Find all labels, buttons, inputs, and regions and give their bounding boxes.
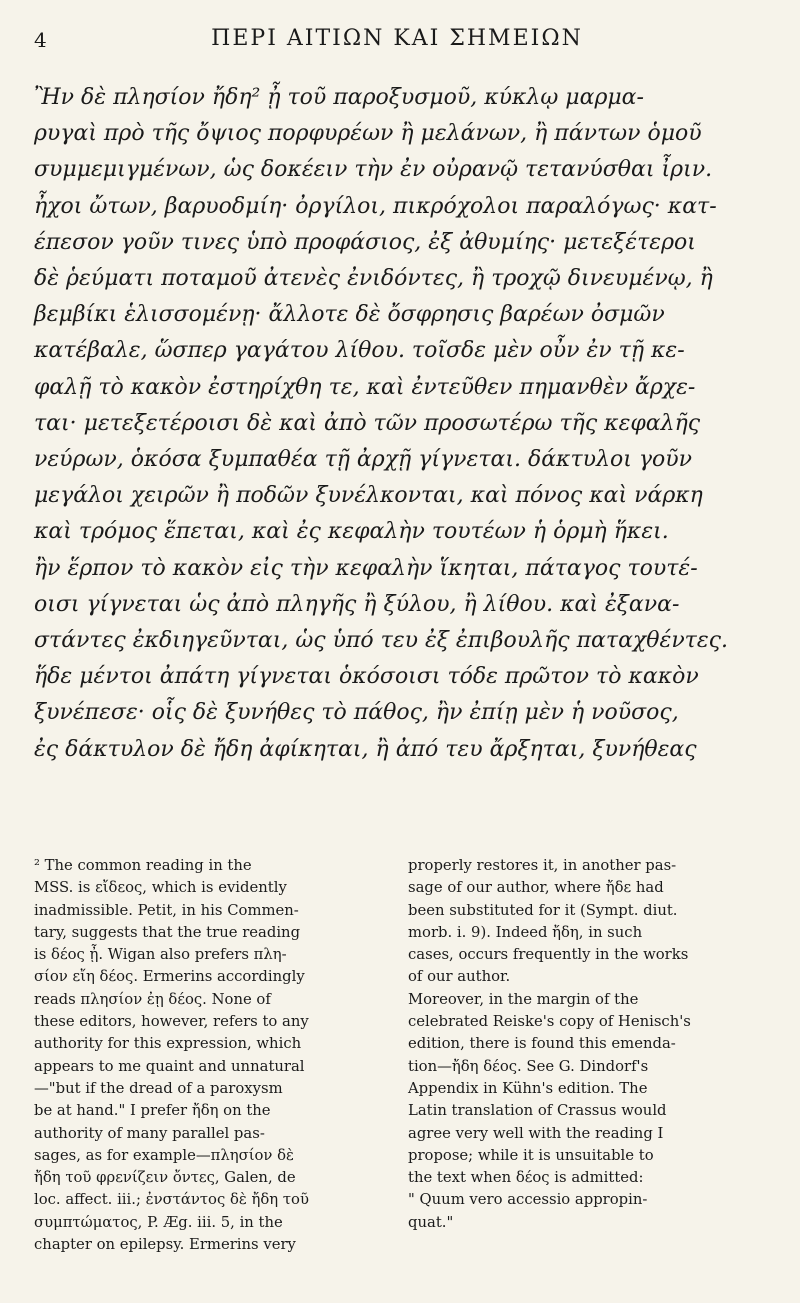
footnote-line: edition, there is found this emenda- xyxy=(408,1035,676,1053)
footnote-line: properly restores it, in another pas- xyxy=(408,857,677,874)
footnote-line: quat." xyxy=(408,1213,454,1231)
text-line: ἥδε μέντοι ἀπάτη γίγνεται ὁκόσοισι τόδε πρῶτον τὸ κακὸν xyxy=(34,664,699,690)
footnote-line: be at hand." I prefer ἤδη on the xyxy=(34,1102,271,1120)
text-line: ρυγαὶ πρὸ τῆς ὄψιος πορφυρέων ἢ μελάνων, ἢ πάντων ὁμοῦ xyxy=(34,121,702,147)
footnote-line: ² The common reading in the xyxy=(34,857,252,874)
text-line: κατέβαλε, ὥσπερ γαγάτου λίθου. τοῖσδε μὲν οὖν ἐν τῇ κε- xyxy=(34,338,685,364)
footnote-line: —"but if the dread of a paroxysm xyxy=(34,1079,283,1097)
text-line: καὶ τρόμος ἕπεται, καὶ ἐς κεφαλὴν τουτέων ἡ ὁρμὴ ἥκει. xyxy=(34,519,669,545)
footnote-line: is δέος ᾖ. Wigan also prefers πλη- xyxy=(34,946,287,964)
footnote-line: agree very well with the reading I xyxy=(408,1124,664,1142)
text-line: φαλῇ τὸ κακὸν ἐστηρίχθη τε, καὶ ἐντεῦθεν πημανθὲν ἄρχε- xyxy=(34,374,696,400)
footnote-line: morb. i. 9). Indeed ἤδη, in such xyxy=(408,923,643,941)
text-line: στάντες ἐκδιηγεῦνται, ὡς ὑπό τευ ἐξ ἐπιβουλῆς παταχθέντες. xyxy=(34,628,728,654)
footnote-line: the text when δέος is admitted: xyxy=(408,1169,644,1187)
footnote-line: " Quum vero accessio appropin- xyxy=(408,1191,648,1209)
footnote-line: Moreover, in the margin of the xyxy=(408,990,639,1008)
footnote-line: MSS. is εἴδεος, which is evidently xyxy=(34,879,287,897)
footnote-line: Appendix in Kühn's edition. The xyxy=(408,1079,648,1097)
text-line: ξυνέπεσε· οἷς δὲ ξυνήθες τὸ πάθος, ἢν ἐπίῃ μὲν ἡ νοῦσος, xyxy=(34,700,679,726)
footnote-line: reads πλησίον ἐῃ δέος. None of xyxy=(34,990,271,1008)
footnote-column-left xyxy=(34,855,386,1256)
text-line: βεμβίκι ἑλισσομένῃ· ἄλλοτε δὲ ὄσφρησις βαρέων ὀσμῶν xyxy=(34,302,665,328)
text-line: συμμεμιγμένων, ὡς δοκέειν τὴν ἐν οὐρανῷ τετανύσθαι ἶριν. xyxy=(34,157,713,183)
footnote-line: ἤδη τοῦ φρενίζειν ὄντες, Galen, de xyxy=(34,1169,296,1187)
text-line: ἦχοι ὤτων, βαρυοδμίη· ὀργίλοι, πικρόχολοι παραλόγως· κατ- xyxy=(34,193,717,219)
text-line: νεύρων, ὁκόσα ξυμπαθέα τῇ ἀρχῇ γίγνεται. δάκτυλοι γοῦν xyxy=(34,447,692,473)
footnotes xyxy=(34,855,760,1256)
footnote-line: propose; while it is unsuitable to xyxy=(408,1146,654,1164)
footnote-line: celebrated Reiske's copy of Henisch's xyxy=(408,1013,691,1031)
footnote-line: σίον εἴη δέος. Ermerins accordingly xyxy=(34,968,305,986)
footnote-line: sage of our author, where ἤδε had xyxy=(408,879,664,897)
footnote-line: appears to me quaint and unnatural xyxy=(34,1057,305,1075)
text-line: έπεσον γοῦν τινες ὑπὸ προφάσιος, ἐξ ἀθυμίης· μετεξέτεροι xyxy=(34,229,696,255)
footnote-line: sages, as for example—πλησίον δὲ xyxy=(34,1146,294,1164)
greek-text-body xyxy=(34,80,758,768)
text-line: ἢν ἕρπον τὸ κακὸν εἰς τὴν κεφαλὴν ἵκηται, πάταγος τουτέ- xyxy=(34,555,698,581)
footnote-line: tion—ἤδη δέος. See G. Dindorf's xyxy=(408,1057,649,1075)
page-number: 4 xyxy=(34,28,47,52)
footnote-line: of our author. xyxy=(408,968,511,986)
footnote-line: authority for this expression, which xyxy=(34,1035,302,1053)
footnote-line: Latin translation of Crassus would xyxy=(408,1102,667,1120)
text-line: Ἢν δὲ πλησίον ἤδη² ᾖ τοῦ παροξυσμοῦ, κύκλῳ μαρμα- xyxy=(34,85,644,110)
footnote-column-right xyxy=(408,855,760,1256)
footnote-line: these editors, however, refers to any xyxy=(34,1013,309,1031)
footnote-line: loc. affect. iii.; ἐνστάντος δὲ ἤδη τοῦ xyxy=(34,1191,309,1209)
text-line: ται· μετεξετέροισι δὲ καὶ ἀπὸ τῶν προσωτέρω τῆς κεφαλῆς xyxy=(34,410,701,436)
text-line: μεγάλοι χειρῶν ἢ ποδῶν ξυνέλκονται, καὶ πόνος καὶ νάρκη xyxy=(34,483,703,509)
footnote-line: συμπτώματος, P. Æg. iii. 5, in the xyxy=(34,1213,283,1231)
text-line: δὲ ῥεύματι ποταμοῦ ἀτενὲς ἐνιδόντες, ἢ τροχῷ δινευμένῳ, ἢ xyxy=(34,266,713,292)
footnote-line: inadmissible. Petit, in his Commen- xyxy=(34,901,299,919)
text-line: ἐς δάκτυλον δὲ ἤδη ἀφίκηται, ἢ ἀπό τευ ἄρξηται, ξυνήθεας xyxy=(34,736,697,762)
footnote-line: chapter on epilepsy. Ermerins very xyxy=(34,1236,296,1254)
footnote-line: cases, occurs frequently in the works xyxy=(408,946,689,964)
footnote-line: authority of many parallel pas- xyxy=(34,1124,265,1142)
running-head: ΠΕΡΙ ΑΙΤΙΩΝ ΚΑΙ ΣΗΜΕΙΩΝ xyxy=(211,26,583,51)
page-header xyxy=(34,18,760,58)
footnote-line: been substituted for it (Sympt. diut. xyxy=(408,901,678,919)
text-line: οισι γίγνεται ὡς ἀπὸ πληγῆς ἢ ξύλου, ἢ λίθου. καὶ ἐξανα- xyxy=(34,591,680,617)
footnote-line: tary, suggests that the true reading xyxy=(34,923,301,941)
